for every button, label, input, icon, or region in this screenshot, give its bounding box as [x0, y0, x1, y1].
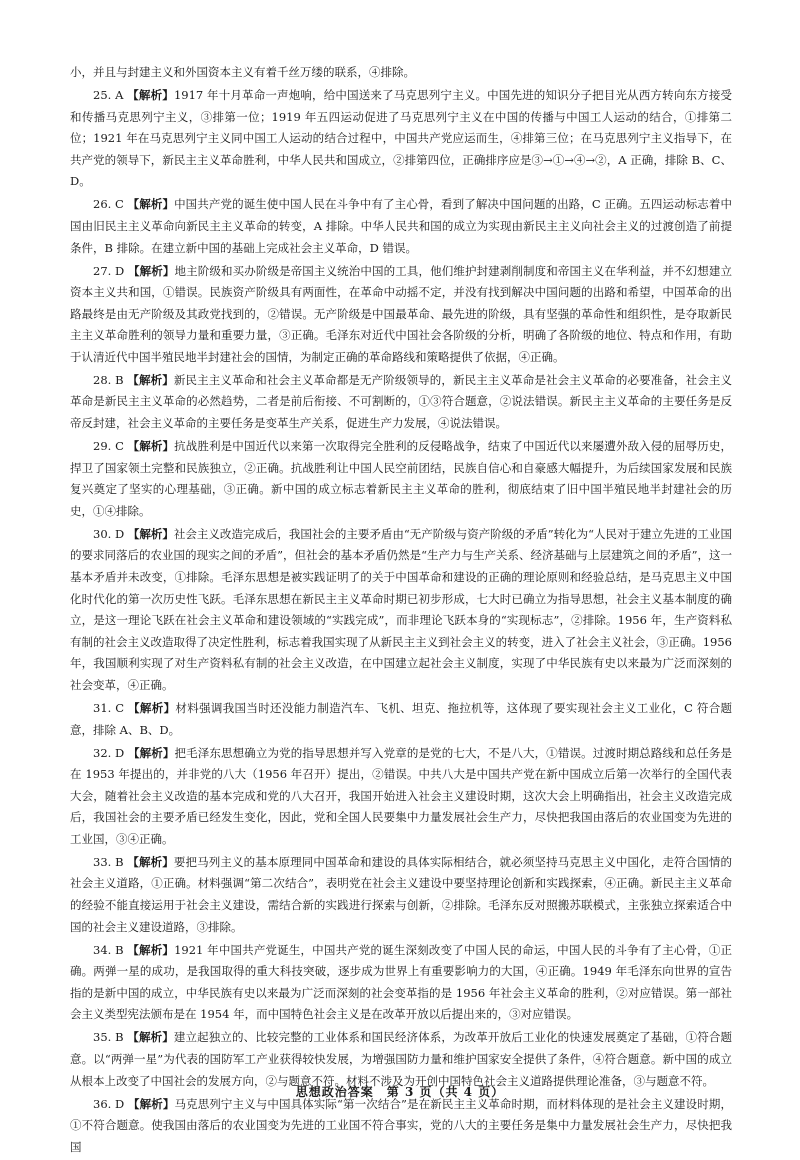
- question-number: 26. C: [93, 197, 124, 212]
- answer-item: [70, 524, 732, 697]
- analysis-text: 建立起独立的、比较完整的工业体系和国民经济体系，为改革开放后工业化的快速发展奠定了基础，①符合题意。以“两弹一星”为代表的国防军工产业获得较快发展，为增强国防力量和维护国家安全提供了条件，④符合题意。新中国的成立从根本上改变了中国社会的发展方向，②与题意不符。材料不涉及为开创中国特色社会主义道路提供理论准备，③与题意不符。: [70, 1030, 733, 1088]
- question-number: 25. A: [93, 87, 124, 102]
- answer-item: [70, 194, 732, 259]
- analysis-tag: 【解析】: [128, 700, 176, 715]
- analysis-tag: 【解析】: [127, 854, 174, 869]
- page-footer: 思想政治答案 第 3 页（共 4 页）: [295, 1085, 505, 1099]
- question-number: 28. B: [93, 372, 124, 387]
- answer-list: [70, 85, 732, 1158]
- analysis-tag: 【解析】: [127, 1030, 174, 1045]
- answer-item: [70, 698, 732, 741]
- answer-item: [70, 940, 732, 1026]
- analysis-tag: 【解析】: [127, 526, 174, 541]
- analysis-tag: 【解析】: [127, 439, 175, 454]
- analysis-text: 材料强调我国当时还没能力制造汽车、飞机、坦克、拖拉机等，这体现了要实现社会主义工业化，C 符合题意，排除 A、B、D。: [70, 700, 733, 737]
- question-number: 36. D: [93, 1096, 125, 1111]
- analysis-tag: 【解析】: [128, 745, 175, 760]
- analysis-text: 把毛泽东思想确立为党的指导思想并写入党章的是党的七大，不是八大，①错误。过渡时期总路线和总任务是在 1953 年提出的，并非党的八大（1956 年召开）提出，②错误。中共八大是中国共产党在新中国成立后第一次举行的全国代表大会，随着社会主义改造的基本完成和党的八大召开，我国开始进入社会主义建设时期，这次大会上明确指出，社会主义改造完成后，我国社会的主要矛盾已经发生变化，因此，党和全国人民要集中力量发展社会生产力，尽快把我国由落后的农业国变为先进的工业国，③④正确。: [70, 745, 732, 846]
- analysis-text: 新民主主义革命和社会主义革命都是无产阶级领导的，新民主主义革命是社会主义革命的必要准备，社会主义革命是新民主主义革命的必然趋势，二者是前后衔接、不可割断的，①③符合题意，②说法错误。新民主主义革命的主要任务是反帝反封建，社会主义革命的主要任务是变革生产关系，促进生产力发展，④说法错误。: [70, 372, 733, 431]
- analysis-text: 中国共产党的诞生使中国人民在斗争中有了主心骨，看到了解决中国问题的出路，C 正确。五四运动标志着中国由旧民主主义革命向新民主主义革命的转变，A 排除。中华人民共和国的成立为实现由新民主主义向社会主义的过渡创造了前提条件，B 排除。在建立新中国的基础上完成社会主义革命，D 错误。: [70, 197, 733, 255]
- analysis-tag: 【解析】: [128, 1096, 175, 1111]
- analysis-text: 1917 年十月革命一声炮响，给中国送来了马克思列宁主义。中国先进的知识分子把目光从西方转向东方接受和传播马克思列宁主义，③排第一位；1919 年五四运动促进了马克思列宁主义在中国的传播与中国工人运动的结合，①排第二位；1921 年在马克思列宁主义同中国工人运动的结合过程中，中国共产党应运而生，④排第三位；在马克思列宁主义指导下，在共产党的领导下，新民主主义革命胜利，中华人民共和国成立，②排第四位，正确排序应是③→①→④→②，A 正确，排除 B、C、D。: [70, 87, 733, 189]
- answer-item: [70, 85, 732, 193]
- analysis-tag: 【解析】: [128, 263, 175, 278]
- analysis-text: 社会主义改造完成后，我国社会的主要矛盾由“无产阶级与资产阶级的矛盾”转化为“人民对于建立先进的工业国的要求同落后的农业国的现实之间的矛盾”，但社会的基本矛盾仍然是“生产力与生产关系、经济基础与上层建筑之间的矛盾”，这一基本矛盾并未改变，①排除。毛泽东思想是被实践证明了的关于中国革命和建设的正确的理论原则和经验总结，是马克思主义中国化时代化的第一次历史性飞跃。毛泽东思想在新民主主义革命时期已初步形成，七大时已确立为指导思想，社会主义基本制度的确立，是这一理论飞跃在社会主义革命和建设领域的“实践完成”，而非理论飞跃本身的“实现标志”，②排除。1956 年，生产资料私有制的社会主义改造取得了决定性胜利，标志着我国实现了从新民主主义到社会主义的转变，进入了社会主义社会，③正确。1956 年，我国顺利实现了对生产资料私有制的社会主义改造，在中国建立起社会主义制度，实现了中华民族有史以来最为广泛而深刻的社会变革，④正确。: [70, 526, 733, 692]
- answer-item: [70, 261, 732, 369]
- question-number: 29. C: [93, 439, 124, 454]
- analysis-tag: 【解析】: [127, 87, 174, 102]
- question-number: 34. B: [93, 942, 124, 957]
- answer-item: [70, 743, 732, 851]
- question-number: 33. B: [93, 854, 124, 869]
- analysis-tag: 【解析】: [127, 197, 175, 212]
- question-number: 35. B: [93, 1030, 124, 1045]
- question-number: 32. D: [93, 745, 125, 760]
- analysis-text: 地主阶级和买办阶级是帝国主义统治中国的工具，他们维护封建剥削制度和帝国主义在华利益，并不幻想建立资本主义共和国，①错误。民族资产阶级具有两面性，在革命中动摇不定，并没有找到解决中国问题的出路和希望，中国革命的出路最终是由无产阶级及其政党找到的，②错误。无产阶级是中国最革命、最先进的阶级，具有坚强的革命性和组织性，是夺取新民主主义革命胜利的领导力量和重要力量，③正确。毛泽东对近代中国社会各阶级的分析，明确了各阶级的地位、特点和作用，有助于认清近代中国半殖民地半封建社会的国情，为制定正确的革命路线和策略提供了依据，④正确。: [70, 263, 732, 364]
- intro-text: 小，并且与封建主义和外国资本主义有着千丝万缕的联系，④排除。: [70, 65, 415, 79]
- analysis-text: 抗战胜利是中国近代以来第一次取得完全胜利的反侵略战争，结束了中国近代以来屡遭外敌入侵的屈辱历史，捍卫了国家领土完整和民族独立，②正确。抗战胜利让中国人民空前团结，民族自信心和自豪感大幅提升，为后续国家发展和民族复兴奠定了坚实的心理基础，③正确。新中国的成立标志着新民主主义革命的胜利，彻底结束了旧中国半殖民地半封建社会的历史，①④排除。: [70, 439, 732, 518]
- answer-item: [70, 1094, 732, 1159]
- answer-item: [70, 436, 732, 522]
- answer-item: [70, 370, 732, 435]
- analysis-text: 马克思列宁主义与中国具体实际“第一次结合”是在新民主主义革命时期，而材料体现的是社会主义建设时期，①不符合题意。使我国由落后的农业国变为先进的工业国不符合事实，党的八大的主要任务是集中力量发展社会生产力，尽快把我国: [70, 1096, 732, 1154]
- answer-item: [70, 852, 732, 938]
- question-number: 30. D: [93, 526, 125, 541]
- analysis-tag: 【解析】: [127, 942, 175, 957]
- question-number: 27. D: [93, 263, 125, 278]
- analysis-text: 1921 年中国共产党诞生，中国共产党的诞生深刻改变了中国人民的命运，中国人民的斗争有了主心骨，①正确。两弹一星的成功，是我国取得的重大科技突破，逐步成为世界上有重要影响力的大国，④正确。1949 年毛泽东向世界的宣告指的是新中国的成立，中华民族有史以来最为广泛而深刻的社会变革指的是 1956 年社会主义革命的胜利，②对应错误。第一部社会主义类型宪法颁布是在 1954 年，而中国特色社会主义是在改革开放以后提出来的，③对应错误。: [70, 942, 732, 1022]
- analysis-text: 要把马列主义的基本原理同中国革命和建设的具体实际相结合，就必须坚持马克思主义中国化，走符合国情的社会主义道路，①正确。材料强调“第二次结合”，表明党在社会主义建设中要坚持理论创新和实践探索，④正确。新民主主义革命的经验不能直接运用于社会主义建设，需结合新的实践进行探索与创新，②排除。毛泽东反对照搬苏联模式，主张独立探索适合中国的社会主义建设道路，③排除。: [70, 854, 733, 934]
- answer-page: [70, 62, 732, 1160]
- analysis-tag: 【解析】: [127, 372, 174, 387]
- question-number: 31. C: [93, 700, 125, 715]
